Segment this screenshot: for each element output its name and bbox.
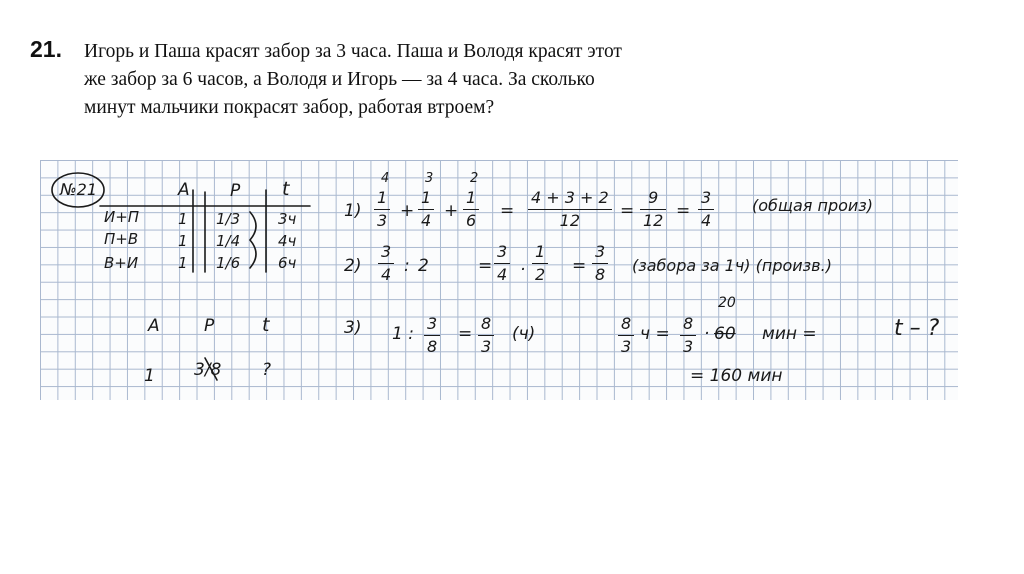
notebook-label: №21 [60, 180, 97, 199]
step1-label: 1) [344, 201, 362, 221]
step1-note: (общая произ) [752, 196, 874, 215]
step4-dot: · [704, 324, 710, 344]
step4-min-text: мин = [762, 324, 817, 344]
problem-line: же забор за 6 часов, а Володя и Игорь — за 4 часа. За сколько [84, 69, 595, 90]
step4-left-fraction: 8 3 [618, 316, 634, 355]
step3-one: 1 : [392, 324, 414, 344]
equals-sign: = [500, 201, 515, 221]
step1-fraction-1: 1 3 [374, 190, 390, 229]
step2-result-fraction: 3 8 [592, 244, 608, 283]
table2-header-t: t [262, 314, 270, 336]
step3-label: 3) [344, 318, 362, 338]
step3-fraction-a: 3 8 [424, 316, 440, 355]
equals-sign: = [572, 256, 587, 276]
step2-fraction-c: 1 2 [532, 244, 548, 283]
brace [250, 212, 256, 268]
table1-row-who: П+В [104, 230, 139, 248]
step1-sum-fraction: 4 + 3 + 2 12 [528, 190, 612, 229]
table2-value-a: 1 [144, 366, 155, 386]
table2-header-p: P [204, 316, 215, 336]
step1-multiplier: 2 [470, 171, 479, 186]
step1-final-fraction: 3 4 [698, 190, 714, 229]
step2-colon: : [404, 256, 410, 276]
step1-fraction-3: 1 6 [463, 190, 479, 229]
table1-row-a: 1 [178, 232, 188, 250]
table1-row-p: 1/3 [216, 210, 241, 228]
table1-row-p: 1/6 [216, 254, 241, 272]
step2-fraction-a: 3 4 [378, 244, 394, 283]
step4-unit: ч = [640, 324, 670, 344]
table1-row-who: И+П [104, 208, 140, 226]
table1-header-t: t [282, 178, 290, 200]
table1-header-p: P [230, 181, 241, 201]
table1-row-t: 4ч [278, 232, 297, 250]
problem-number: 21. [30, 36, 62, 62]
plus-sign: + [444, 201, 459, 221]
step1-result-fraction: 9 12 [640, 190, 666, 229]
table1-row-p: 1/4 [216, 232, 241, 250]
step2-label: 2) [344, 256, 362, 276]
step2-fraction-b: 3 4 [494, 244, 510, 283]
step3-unit: (ч) [512, 324, 536, 344]
step4-result: = 160 мин [690, 366, 783, 386]
table1-row-a: 1 [178, 210, 188, 228]
problem-line: минут мальчики покрасят забор, работая втроем? [84, 97, 495, 118]
table1-header-a: A [178, 180, 190, 200]
multiply-dot: · [520, 260, 526, 280]
step4-question: t – ? [894, 316, 940, 341]
step4-sixty: 60 [714, 324, 736, 344]
table2-header-a: A [148, 316, 160, 336]
step2-divisor: 2 [418, 256, 429, 276]
step1-fraction-2: 1 4 [418, 190, 434, 229]
step1-multiplier: 3 [425, 171, 434, 186]
equals-sign: = [620, 201, 635, 221]
equals-sign: = [478, 256, 493, 276]
table2-value-p: 3/8 [194, 360, 222, 380]
plus-sign: + [400, 201, 415, 221]
equals-sign: = [458, 324, 473, 344]
table1-row-a: 1 [178, 254, 188, 272]
step4-mult-fraction: 8 3 [680, 316, 696, 355]
equals-sign: = [676, 201, 691, 221]
step4-reduced: 20 [718, 295, 736, 311]
table2-value-t: ? [262, 360, 272, 380]
step1-multiplier: 4 [381, 171, 390, 186]
step2-note: (забора за 1ч) (произв.) [632, 256, 832, 275]
problem-line: Игорь и Паша красят забор за 3 часа. Паша и Володя красят этот [84, 41, 622, 62]
table1-row-t: 6ч [278, 254, 297, 272]
table1-row-t: 3ч [278, 210, 297, 228]
step3-result-fraction: 8 3 [478, 316, 494, 355]
table1-row-who: В+И [104, 254, 139, 272]
